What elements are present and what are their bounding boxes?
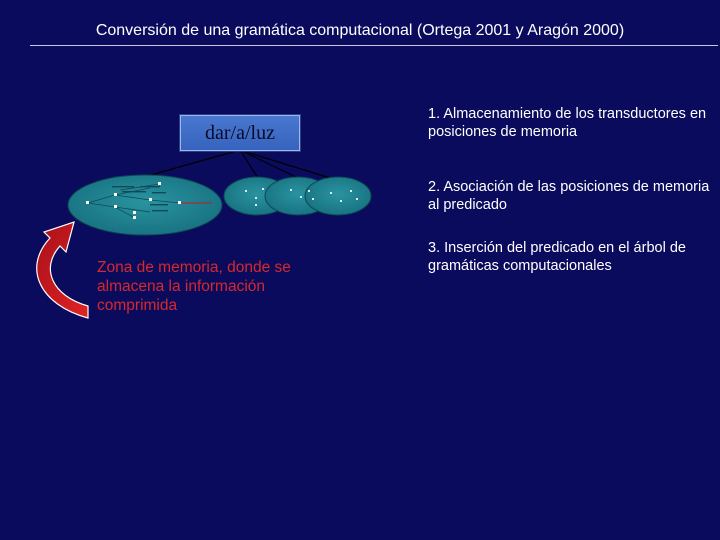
connector-lines bbox=[140, 150, 330, 178]
memory-zone-label: Zona de memoria, donde se almacena la información comprimida bbox=[97, 259, 291, 314]
curved-arrow-icon bbox=[37, 222, 88, 318]
predicate-box: dar/a/luz bbox=[180, 115, 300, 151]
step-2: 2. Asociación de las posiciones de memoria al predicado bbox=[428, 179, 710, 213]
slide-title: Conversión de una gramática computacional (Ortega 2001 y Aragón 2000) bbox=[95, 22, 625, 39]
memory-ellipse-main bbox=[68, 175, 222, 235]
step-3: 3. Inserción del predicado en el árbol de gramáticas computacionales bbox=[428, 240, 686, 274]
step-1: 1. Almacenamiento de los transductores en posiciones de memoria bbox=[428, 106, 707, 140]
memory-ellipse-3 bbox=[305, 177, 371, 215]
